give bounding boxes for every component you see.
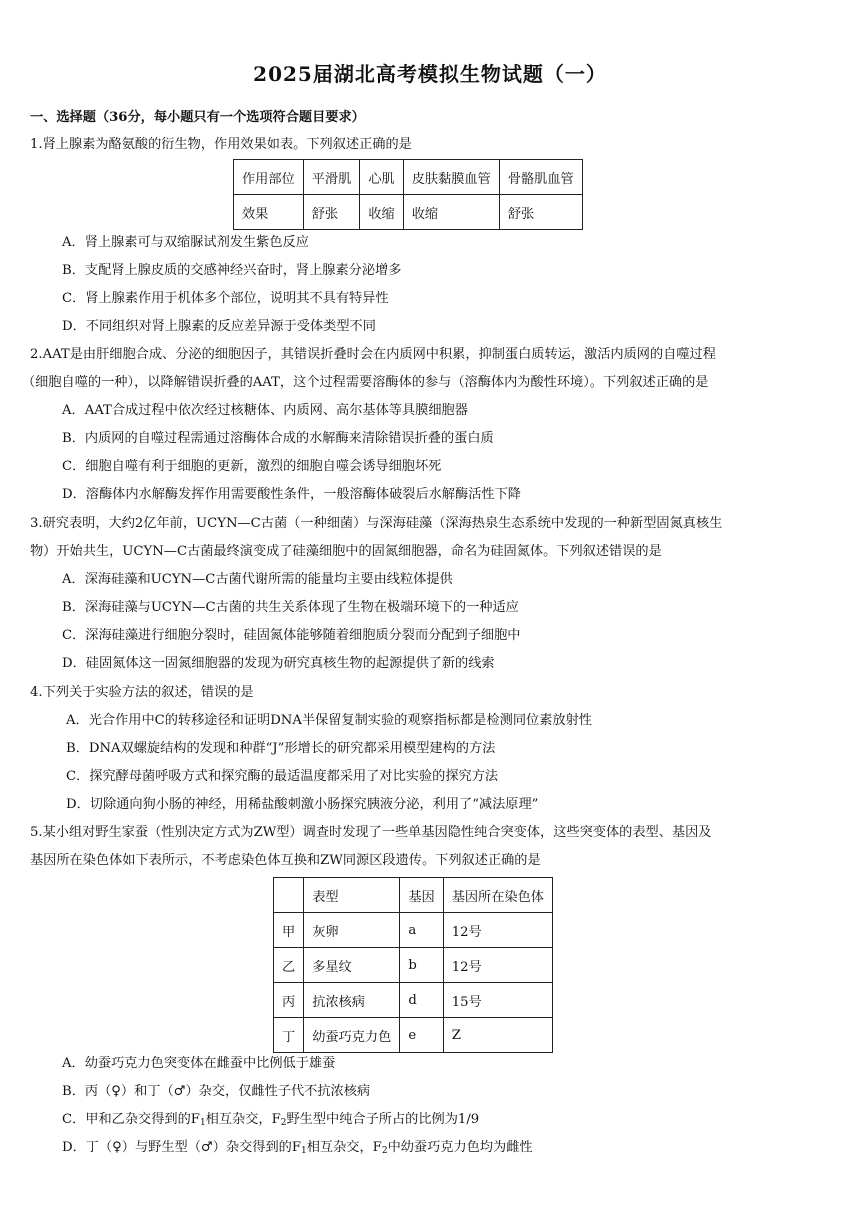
table-cell: 灰卵 bbox=[304, 913, 400, 948]
subscript: 1 bbox=[301, 1146, 307, 1156]
subscript: 1 bbox=[199, 1118, 206, 1128]
table-cell: 15号 bbox=[443, 983, 552, 1018]
q3-option-b: B．深海硅藻与UCYN—C古菌的共生关系体现了生物在极端环境下的一种适应 bbox=[62, 600, 519, 615]
q2-stem-line1: 2.AAT是由肝细胞合成、分泌的细胞因子，其错误折叠时会在内质网中积累，抑制蛋白质转运，激活内质网的自噬过程 bbox=[30, 347, 716, 362]
q1-option-d: D．不同组织对肾上腺素的反应差异源于受体类型不同 bbox=[62, 319, 376, 334]
table-cell: 多星纹 bbox=[304, 948, 400, 983]
table-cell: d bbox=[400, 983, 443, 1018]
q5-option-b: B．丙（♀）和丁（♂）杂交，仅雌性子代不抗浓核病 bbox=[62, 1084, 371, 1099]
q3-option-c: C．深海硅藻进行细胞分裂时，硅固氮体能够随着细胞质分裂而分配到子细胞中 bbox=[62, 628, 521, 643]
table-cell: 丙 bbox=[274, 983, 304, 1018]
table-row bbox=[234, 160, 583, 195]
table-cell: 作用部位 bbox=[234, 160, 304, 195]
q5-table bbox=[273, 877, 553, 1053]
table-cell: 舒张 bbox=[303, 195, 360, 230]
table-cell: 收缩 bbox=[360, 195, 403, 230]
table-cell: 幼蚕巧克力色 bbox=[304, 1018, 400, 1053]
q3-stem-line2: 物）开始共生，UCYN—C古菌最终演变成了硅藻细胞中的固氮细胞器，命名为硅固氮体。下列叙述错误的是 bbox=[30, 544, 662, 559]
q2-option-b: B．内质网的自噬过程需通过溶酶体合成的水解酶来清除错误折叠的蛋白质 bbox=[62, 431, 494, 446]
table-cell: 甲 bbox=[274, 913, 304, 948]
option-text: 野生型中纯合子所占的比例为1/9 bbox=[286, 1112, 480, 1127]
table-cell: e bbox=[400, 1018, 443, 1053]
table-cell: 基因 bbox=[400, 878, 443, 913]
table-cell: a bbox=[400, 913, 443, 948]
q5-stem-line2: 基因所在染色体如下表所示，不考虑染色体互换和ZW同源区段遗传。下列叙述正确的是 bbox=[30, 853, 541, 868]
table-cell: 效果 bbox=[234, 195, 304, 230]
q5-option-c bbox=[62, 1110, 479, 1133]
q1-option-a: A．肾上腺素可与双缩脲试剂发生紫色反应 bbox=[62, 235, 309, 250]
q4-option-a: A．光合作用中C的转移途径和证明DNA半保留复制实验的观察指标都是检测同位素放射性 bbox=[66, 713, 592, 728]
q2-option-c: C．细胞自噬有利于细胞的更新，激烈的细胞自噬会诱导细胞坏死 bbox=[62, 459, 442, 474]
q2-option-a: A．AAT合成过程中依次经过核糖体、内质网、高尔基体等具膜细胞器 bbox=[62, 403, 468, 418]
table-cell bbox=[274, 878, 304, 913]
option-text: D．丁（♀）与野生型（♂）杂交得到的F bbox=[62, 1140, 301, 1155]
q4-option-d: D．切除通向狗小肠的神经，用稀盐酸刺激小肠探究胰液分泌，利用了“减法原理” bbox=[66, 797, 539, 812]
q1-stem: 1.肾上腺素为酪氨酸的衍生物，作用效果如表。下列叙述正确的是 bbox=[30, 137, 412, 152]
q5-option-a: A．幼蚕巧克力色突变体在雌蚕中比例低于雄蚕 bbox=[62, 1056, 336, 1071]
q3-option-a: A．深海硅藻和UCYN—C古菌代谢所需的能量均主要由线粒体提供 bbox=[62, 572, 453, 587]
table-cell: b bbox=[400, 948, 443, 983]
table-row bbox=[274, 878, 553, 913]
table-cell: 舒张 bbox=[499, 195, 582, 230]
q1-option-c: C．肾上腺素作用于机体多个部位，说明其不具有特异性 bbox=[62, 291, 389, 306]
section-heading: 一、选择题（36分，每小题只有一个选项符合题目要求） bbox=[30, 110, 365, 125]
table-cell: 表型 bbox=[304, 878, 400, 913]
table-cell: 皮肤黏膜血管 bbox=[403, 160, 499, 195]
q2-option-d: D．溶酶体内水解酶发挥作用需要酸性条件，一般溶酶体破裂后水解酶活性下降 bbox=[62, 487, 521, 502]
table-cell: 12号 bbox=[443, 948, 552, 983]
table-cell: Z bbox=[443, 1018, 552, 1053]
option-text: C．甲和乙杂交得到的F bbox=[62, 1112, 200, 1127]
table-cell: 平滑肌 bbox=[303, 160, 360, 195]
table-row bbox=[274, 983, 553, 1018]
q5-stem-line1: 5.某小组对野生家蚕（性别决定方式为ZW型）调查时发现了一些单基因隐性纯合突变体，这些突变体的表型、基因及 bbox=[30, 825, 712, 840]
table-cell: 12号 bbox=[443, 913, 552, 948]
q4-option-b: B．DNA双螺旋结构的发现和种群“J”形增长的研究都采用模型建构的方法 bbox=[66, 741, 496, 756]
q4-stem: 4.下列关于实验方法的叙述，错误的是 bbox=[30, 685, 254, 700]
table-cell: 收缩 bbox=[403, 195, 499, 230]
table-cell: 丁 bbox=[274, 1018, 304, 1053]
page-title: 2025届湖北高考模拟生物试题（一） bbox=[253, 62, 607, 86]
q2-stem-line2: （细胞自噬的一种），以降解错误折叠的AAT，这个过程需要溶酶体的参与（溶酶体内为酸性环境）。下列叙述正确的是 bbox=[22, 375, 709, 390]
option-text: 中幼蚕巧克力色均为雌性 bbox=[387, 1140, 533, 1155]
subscript: 2 bbox=[280, 1118, 287, 1128]
table-row bbox=[274, 913, 553, 948]
option-text: 相互杂交，F bbox=[205, 1112, 281, 1127]
table-cell: 基因所在染色体 bbox=[443, 878, 552, 913]
table-row bbox=[274, 948, 553, 983]
table-cell: 骨骼肌血管 bbox=[499, 160, 582, 195]
q1-table bbox=[233, 159, 583, 230]
table-cell: 心肌 bbox=[360, 160, 403, 195]
q4-option-c: C．探究酵母菌呼吸方式和探究酶的最适温度都采用了对比实验的探究方法 bbox=[66, 769, 499, 784]
subscript: 2 bbox=[381, 1146, 388, 1156]
q3-option-d: D．硅固氮体这一固氮细胞器的发现为研究真核生物的起源提供了新的线索 bbox=[62, 656, 495, 671]
option-text: 相互杂交，F bbox=[306, 1140, 382, 1155]
q3-stem-line1: 3.研究表明，大约2亿年前，UCYN—C古菌（一种细菌）与深海硅藻（深海热泉生态系统中发现的一种新型固氮真核生 bbox=[30, 516, 723, 531]
table-row bbox=[274, 1018, 553, 1053]
table-cell: 抗浓核病 bbox=[304, 983, 400, 1018]
table-cell: 乙 bbox=[274, 948, 304, 983]
q5-option-d bbox=[62, 1138, 533, 1161]
q1-option-b: B．支配肾上腺皮质的交感神经兴奋时，肾上腺素分泌增多 bbox=[62, 263, 402, 278]
table-row bbox=[234, 195, 583, 230]
